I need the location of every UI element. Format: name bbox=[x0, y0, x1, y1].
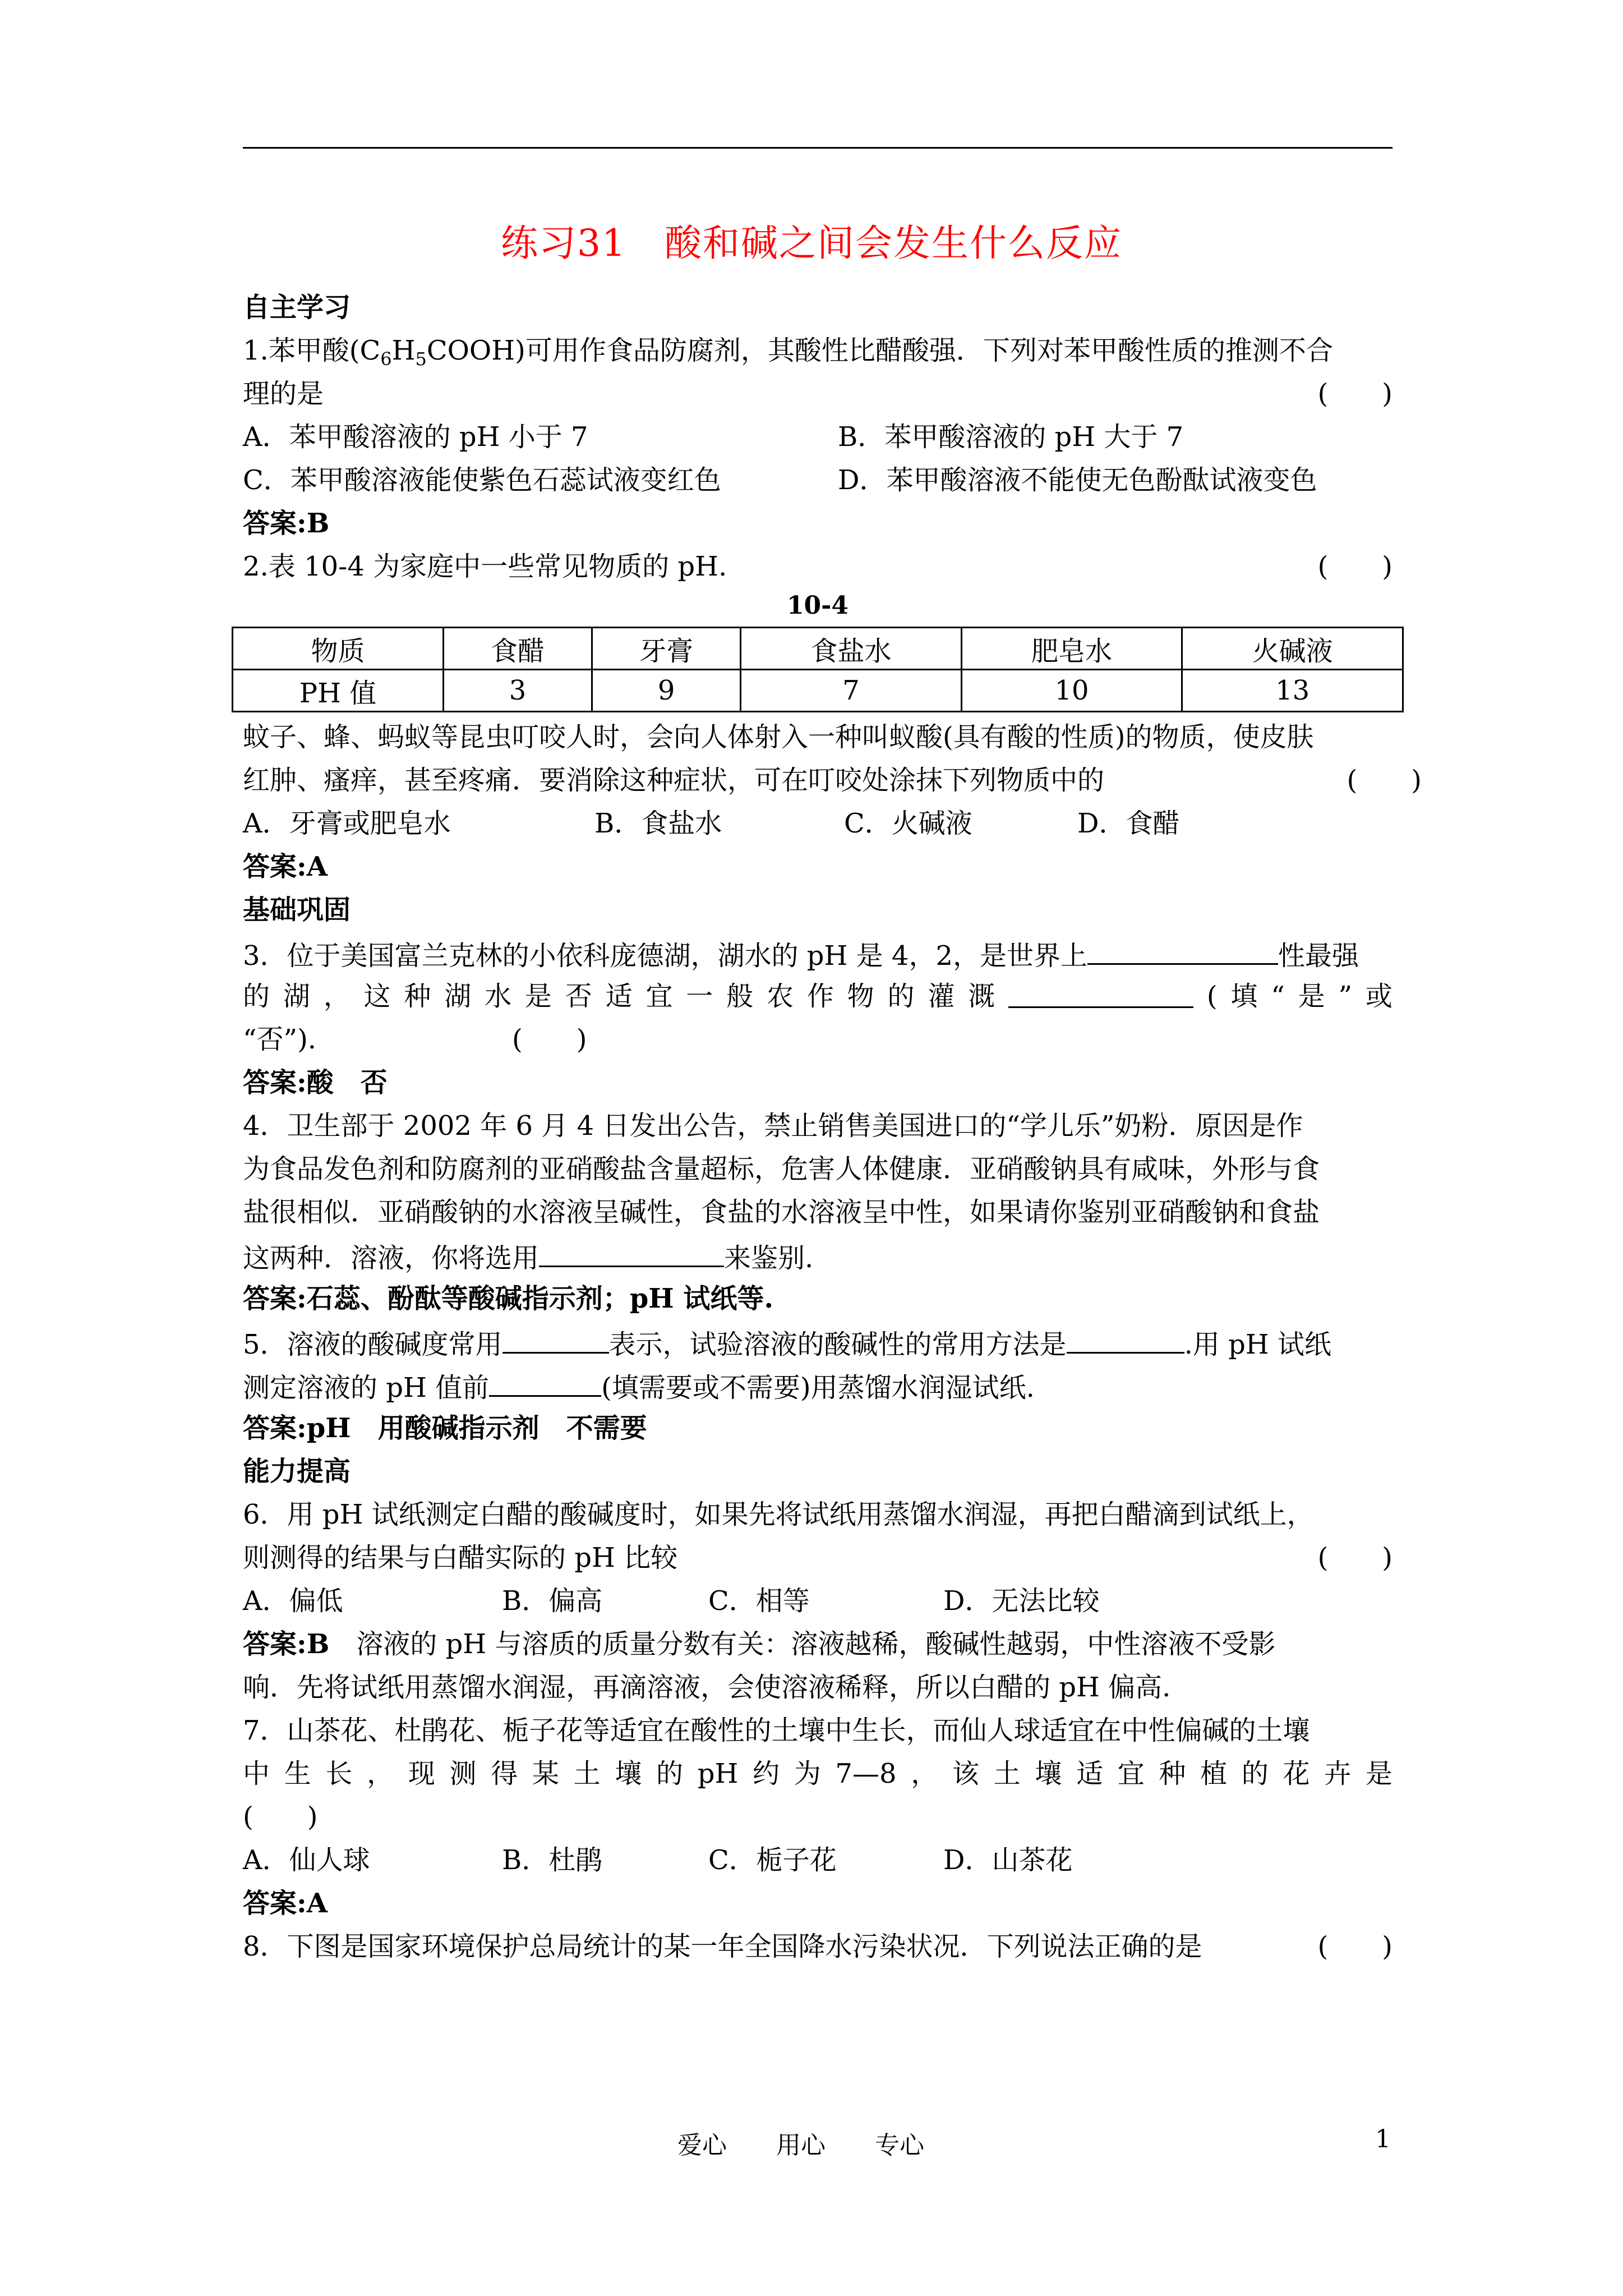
option-c: C．相等 bbox=[708, 1585, 810, 1617]
question-3-line-1: 3．位于美国富兰克林的小依科庞德湖，湖水的 pH 是 4，2，是世界上 性最强 bbox=[243, 932, 1393, 975]
option-c: C．苯甲酸溶液能使紫色石蕊试液变红色 bbox=[243, 464, 721, 496]
table-cell: 13 bbox=[1182, 670, 1403, 712]
question-8-line-1: 8．下图是国家环境保护总局统计的某一年全国降水污染状况．下列说法正确的是 ( ) bbox=[243, 1925, 1393, 1968]
table-cell: 食盐水 bbox=[741, 628, 962, 670]
page-number: 1 bbox=[1375, 2125, 1391, 2154]
question-7-line-3 bbox=[243, 1796, 1393, 1839]
question-3-line-3: “否”). ( ) bbox=[243, 1018, 1393, 1061]
answer-paren: ( ) bbox=[1317, 1542, 1393, 1573]
question-4-line-1: 4．卫生部于 2002 年 6 月 4 日发出公告，禁止销售美国进口的“学儿乐”奶粉．原因是作 bbox=[243, 1110, 1303, 1142]
document-body bbox=[243, 286, 1422, 1968]
question-5-line-1: 5．溶液的酸碱度常用 表示，试验溶液的酸碱性的常用方法是 .用 pH 试纸 bbox=[243, 1320, 1393, 1364]
option-c: C．栀子花 bbox=[708, 1844, 837, 1876]
option-a: A．偏低 bbox=[243, 1585, 343, 1617]
question-1-line-1: 1.苯甲酸$(C_6H_5COOH)$可用作食品防腐剂，其酸性比醋酸强．下列对苯甲酸性质的推测不合 bbox=[243, 335, 1333, 370]
answer-1: 答案:B bbox=[243, 508, 330, 539]
answer-paren: ( ) bbox=[1317, 378, 1393, 409]
answer-6-line-2: 响．先将试纸用蒸馏水润湿，再滴溶液，会使溶液稀释，所以白醋的 pH 偏高. bbox=[243, 1672, 1171, 1703]
option-d: D．食醋 bbox=[1077, 808, 1180, 839]
question-6-options bbox=[243, 1580, 1393, 1623]
page-title: 练习31 酸和碱之间会发生什么反应 bbox=[501, 222, 1122, 265]
question-1-options-row-2 bbox=[243, 459, 1393, 502]
answer-5: 答案:pH 用酸碱指示剂 不需要 bbox=[243, 1412, 647, 1444]
option-b: B．偏高 bbox=[502, 1585, 603, 1617]
fill-blank bbox=[502, 1320, 609, 1354]
answer-paren: ( ) bbox=[1317, 1931, 1393, 1962]
footer-motto: 爱心 用心 专心 bbox=[677, 2131, 924, 2160]
question-5-line-2: 测定溶液的 pH 值前 (填需要或不需要)用蒸馏水润湿试纸. bbox=[243, 1364, 1393, 1407]
header-rule bbox=[243, 147, 1393, 149]
table-cell: PH 值 bbox=[233, 670, 444, 712]
question-1-line-2: 理的是 ( ) bbox=[243, 372, 1393, 416]
question-7-options bbox=[243, 1839, 1393, 1882]
option-a: A．仙人球 bbox=[243, 1844, 370, 1876]
question-2-stem: 2.表 10-4 为家庭中一些常见物质的 pH. ( ) bbox=[243, 545, 1393, 588]
question-6-line-2: 则测得的结果与白醋实际的 pH 比较 ( ) bbox=[243, 1536, 1393, 1580]
answer-paren: ( ) bbox=[1317, 551, 1393, 582]
question-4-line-2: 为食品发色剂和防腐剂的亚硝酸盐含量超标，危害人体健康．亚硝酸钠具有咸味，外形与食 bbox=[243, 1153, 1320, 1185]
table-caption: 10-4 bbox=[786, 591, 849, 620]
option-c: C．火碱液 bbox=[844, 808, 972, 839]
question-3-line-2: 的 湖 ， 这 种 湖 水 是 否 适 宜 一 般 农 作 物 的 灌 溉 ( 填 “ 是 ” 或 bbox=[243, 975, 1393, 1018]
question-4-line-4: 这两种．溶液，你将选用 来鉴别. bbox=[243, 1234, 1393, 1277]
answer-7: 答案:A bbox=[243, 1888, 328, 1919]
answer-4: 答案:石蕊、酚酞等酸碱指示剂；pH 试纸等. bbox=[243, 1283, 774, 1314]
table-cell: 7 bbox=[741, 670, 962, 712]
table-cell: 牙膏 bbox=[592, 628, 741, 670]
answer-paren: ( ) bbox=[243, 1801, 318, 1833]
fill-blank bbox=[1087, 932, 1278, 965]
table-header-row bbox=[233, 628, 1403, 670]
option-a: A．苯甲酸溶液的 pH 小于 7 bbox=[243, 421, 588, 453]
question-4-line-3: 盐很相似．亚硝酸钠的水溶液呈碱性，食盐的水溶液呈中性，如果请你鉴别亚硝酸钠和食盐 bbox=[243, 1197, 1320, 1228]
table-cell: 食醋 bbox=[443, 628, 592, 670]
table-cell: 3 bbox=[443, 670, 592, 712]
answer-2: 答案:A bbox=[243, 851, 328, 882]
fill-blank bbox=[1067, 1320, 1184, 1354]
table-cell: 9 bbox=[592, 670, 741, 712]
option-d: D．山茶花 bbox=[943, 1844, 1073, 1876]
question-7-line-1: 7．山茶花、杜鹃花、栀子花等适宜在酸性的土壤中生长，而仙人球适宜在中性偏碱的土壤 bbox=[243, 1715, 1310, 1746]
answer-paren: ( ) bbox=[1347, 765, 1422, 796]
table-row bbox=[233, 670, 1403, 712]
fill-blank bbox=[1008, 975, 1193, 1008]
answer-paren: ( ) bbox=[512, 1024, 587, 1055]
section-heading: 自主学习 bbox=[243, 292, 351, 323]
ph-table bbox=[232, 627, 1404, 712]
option-b: B．杜鹃 bbox=[502, 1844, 603, 1876]
option-d: D．无法比较 bbox=[943, 1585, 1100, 1617]
option-b: B．苯甲酸溶液的 pH 大于 7 bbox=[838, 421, 1184, 453]
question-6-line-1: 6．用 pH 试纸测定白醋的酸碱度时，如果先将试纸用蒸馏水润湿，再把白醋滴到试纸上， bbox=[243, 1499, 1314, 1530]
question-1-options-row-1 bbox=[243, 416, 1393, 459]
answer-3: 答案:酸 否 bbox=[243, 1067, 388, 1098]
table-cell: 肥皂水 bbox=[961, 628, 1182, 670]
question-7-line-2: 中 生 长 ， 现 测 得 某 土 壤 的 pH 约 为 7—8 ， 该 土 壤 适 宜 种 植 的 花 卉 是 bbox=[243, 1758, 1393, 1789]
fill-blank bbox=[539, 1234, 724, 1267]
fill-blank bbox=[489, 1364, 601, 1397]
option-a: A．牙膏或肥皂水 bbox=[243, 808, 451, 839]
table-cell: 10 bbox=[961, 670, 1182, 712]
section-heading: 基础巩固 bbox=[243, 894, 351, 926]
answer-6-line-1: 答案:B 溶液的 pH 与溶质的质量分数有关：溶液越稀，酸碱性越弱，中性溶液不受影 bbox=[243, 1628, 1276, 1660]
option-b: B．食盐水 bbox=[594, 808, 722, 839]
question-2-text-2: 红肿、瘙痒，甚至疼痛．要消除这种症状，可在叮咬处涂抹下列物质中的 ( ) bbox=[243, 759, 1393, 802]
section-heading: 能力提高 bbox=[243, 1456, 351, 1487]
table-cell: 物质 bbox=[233, 628, 444, 670]
table-cell: 火碱液 bbox=[1182, 628, 1403, 670]
question-2-text-1: 蚊子、蜂、蚂蚁等昆虫叮咬人时，会向人体射入一种叫蚁酸(具有酸的性质)的物质，使皮肤 bbox=[243, 721, 1314, 753]
option-d: D．苯甲酸溶液不能使无色酚酞试液变色 bbox=[838, 464, 1317, 496]
question-2-options bbox=[243, 802, 1393, 845]
